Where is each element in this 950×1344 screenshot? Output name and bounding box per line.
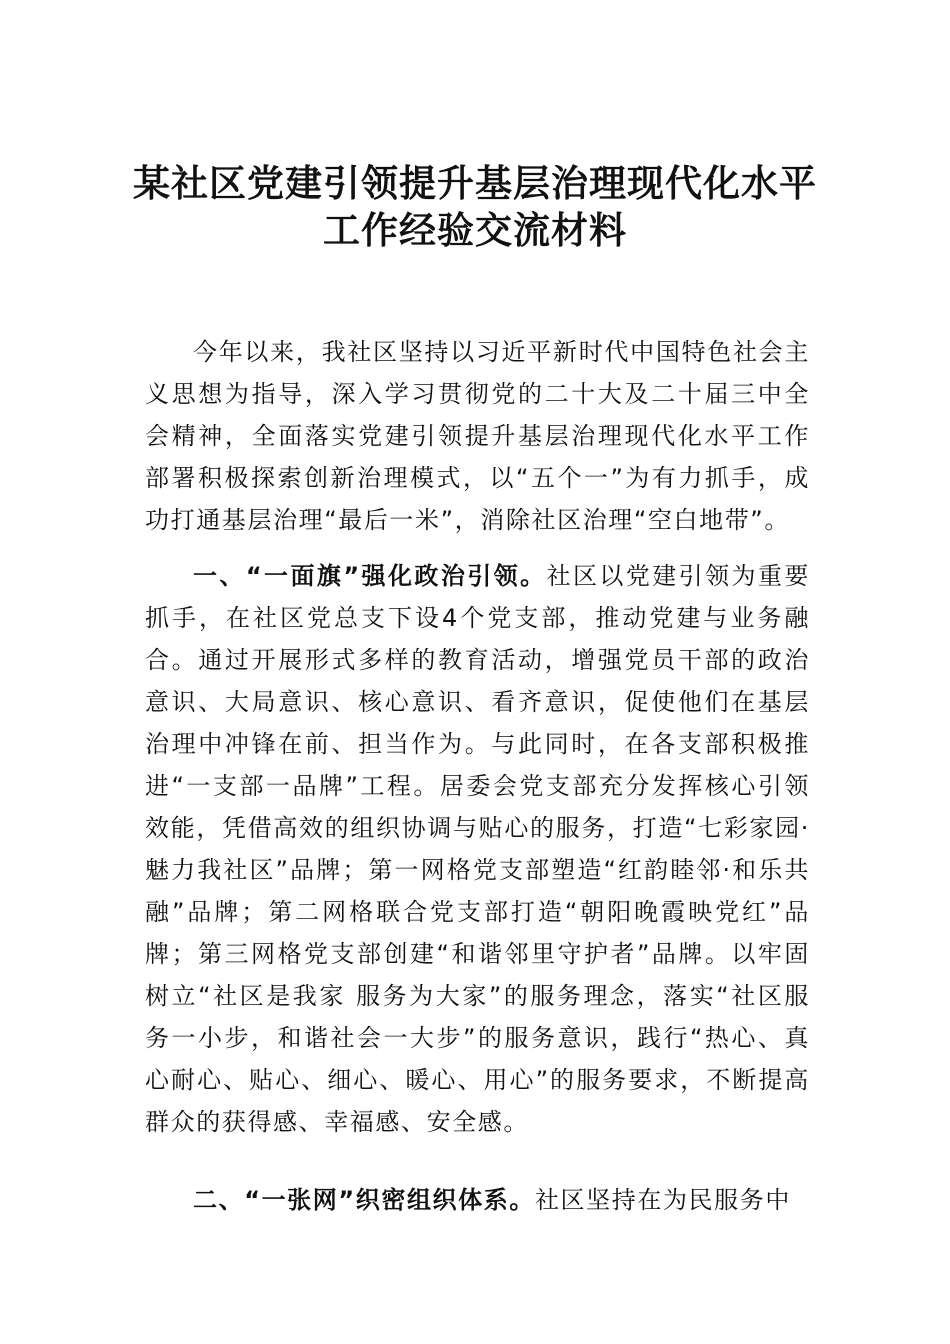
section-two-text: 社区坚持在为民服务中 — [534, 1186, 791, 1214]
document-title-line-2: 工作经验交流材料 — [323, 208, 627, 252]
section-two-paragraph — [145, 1179, 810, 1221]
section-one-heading: 一、“一面旗”强化政治引领。 — [193, 562, 547, 590]
document-title-line-1: 某社区党建引领提升基层治理现代化水平 — [133, 161, 817, 205]
section-two-heading: 二、“一张网”织密组织体系。 — [193, 1186, 535, 1214]
intro-paragraph — [145, 331, 810, 541]
section-one-text: 社区以党建引领为重要抓手，在社区党总支下设4个党支部，推动党建与业务融合。通过开展形式多样的教育活动，增强党员干部的政治意识、大局意识、核心意识、看齐意识，促使他们在基层治理中冲锋在前、担当作为。与此同时，在各支部积极推进“一支部一品牌”工程。居委会党支部充分发挥核心引领效能，凭借高效的组织协调与贴心的服务，打造“七彩家园·魅力我社区”品牌；第一网格党支部塑造“红韵睦邻·和乐共融”品牌；第二网格联合党支部打造“朝阳晚霞映党红”品牌；第三网格党支部创建“和谐邻里守护者”品牌。以牢固树立“社区是我家 服务为大家”的服务理念，落实“社区服务一小步，和谐社会一大步”的服务意识，践行“热心、真心耐心、贴心、细心、暖心、用心”的服务要求，不断提高群众的获得感、幸福感、安全感。 — [145, 562, 810, 1136]
section-one-paragraph — [145, 555, 810, 1143]
intro-paragraph-text: 今年以来，我社区坚持以习近平新时代中国特色社会主义思想为指导，深入学习贯彻党的二十大及二十届三中全会精神，全面落实党建引领提升基层治理现代化水平工作部署积极探索创新治理模式，以“五个一”为有力抓手，成功打通基层治理“最后一米”，消除社区治理“空白地带”。 — [145, 338, 810, 534]
